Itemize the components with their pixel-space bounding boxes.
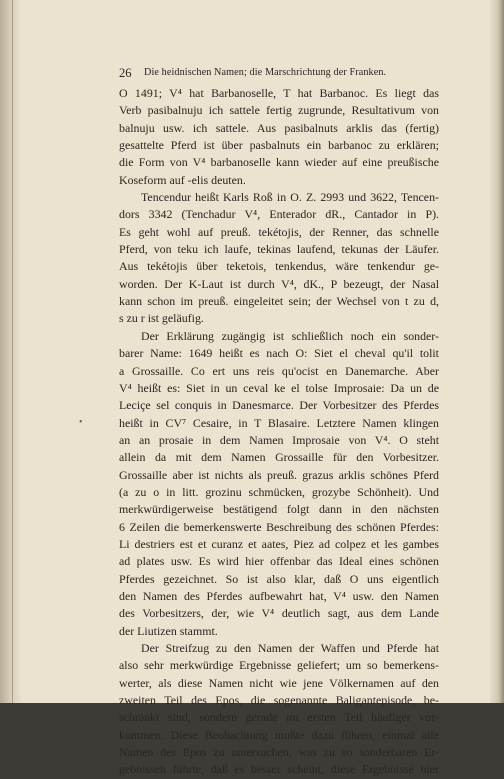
page-gutter [0, 0, 22, 703]
text-line: kann schon im preuß. eingeleitet sein; der Wechsel von t zu d, [119, 294, 439, 309]
text-line: dors 3342 (Tenchadur V⁴, Enterador dR., Cantador in P). [119, 207, 439, 222]
text-line: Aus tekétojis über teketois, tenkendus, wäre tenkendur ge- [119, 259, 439, 274]
text-line: balnuju usw. ich sattele. Aus pasibalnuts arklis das (fertig) [119, 120, 439, 135]
page-number: 26 [119, 66, 132, 80]
text-line: a Grossaille. Co ert uns reis qu'ocist en Danemarche. Aber [119, 363, 439, 378]
text-line: O 1491; V⁴ hat Barbanoselle, T hat Barbanoc. Es liegt das [119, 86, 439, 100]
text-line: Verb pasibalnuju ich sattele fertig zugrunde, Resultativum von [119, 103, 439, 118]
text-line: Tencendur heißt Karls Roß in O. Z. 2993 und 3622, Tencen- [141, 190, 439, 205]
text-line: V⁴ heißt es: Siet in un ceval ke el tolse Improsaie: Da un de [119, 380, 439, 395]
text-line: Pferdes gezeichnet. So ist also klar, daß O uns eigentlich [119, 571, 439, 586]
text-line: gesattelte Pferd ist über pasbalnuts ein barbanoc zu erklären; [119, 138, 439, 153]
text-line: Leciçe sel conquis in Danesmarce. Der Vorbesitzer des Pferdes [119, 398, 439, 413]
gutter-line [12, 0, 13, 703]
text-line: Grossaille aber ist nichts als preuß. grazus arklis schönes Pferd [119, 467, 439, 482]
text-line: des Vorbesitzers, der, wie V⁴ deutlich sagt, aus dem Lande [119, 606, 439, 621]
text-line: (a zu o in litt. grozinu schmücken, grozybe Schönheit). Und [119, 484, 439, 499]
text-line: den Namen des Pferdes aufbewahrt hat, V⁴ usw. den Namen [119, 588, 439, 603]
text-line: also sehr merkwürdige Ergebnisse geliefert; um so bemerkens- [119, 658, 439, 673]
text-line: Es geht wohl auf preuß. tekétojis, der Renner, das schnelle [119, 224, 439, 239]
text-line: Pferd, von teku ich laufe, tekinas laufend, tekunas der Läufer. [119, 242, 439, 257]
text-line: zweiten Teil des Epos, die sogenannte Baligantepisode, be- [119, 693, 439, 708]
page-header [119, 66, 449, 80]
text-line: merkwürdigerweise bestätigend folgt dann in den nächsten [119, 502, 439, 517]
text-line: Namen des Epos zu untersuchen, was zu so sonderbaren Er- [119, 745, 439, 760]
text-line: die Form von V⁴ barbanoselle kann wieder auf eine preußische [119, 155, 439, 170]
text-line: gebnissen führte, daß es besser scheint, diese Ergebnisse hier [119, 762, 439, 777]
text-line: Li destriers est et curanz et aates, Piez ad colpez et les gambes [119, 536, 439, 551]
text-line: Koseform auf -elis deuten. [119, 172, 246, 187]
text-line: werter, als diese Namen nicht wie jene Völkernamen auf den [119, 675, 439, 690]
margin-mark: • [79, 417, 83, 428]
text-line: an an prosaie in dem Namen Improsaie von V⁴. O steht [119, 432, 439, 447]
running-head: Die heidnischen Namen; die Marschrichtung der Franken. [144, 67, 387, 78]
text-line: Der Streifzug zu den Namen der Waffen und Pferde hat [141, 641, 439, 655]
text-line: kommen. Diese Beobachtung mußte dazu führen, einmal alle [119, 727, 439, 742]
text-line: schränkt sind, sondern gerade im ersten Teil häufiger vor- [119, 710, 439, 725]
text-line: barer Name: 1649 heißt es nach O: Siet el cheval qu'il tolit [119, 346, 439, 361]
text-line: worden. Der K-Laut ist durch V⁴, dK., P bezeugt, der Nasal [119, 276, 439, 291]
text-line: heißt in CV⁷ Cesaire, in T Blasaire. Letztere Namen klingen [119, 415, 439, 430]
text-line: ad plates usw. Es wird hier offenbar das Ideal eines schönen [119, 554, 439, 569]
body-text [119, 85, 439, 779]
text-line: s zu r ist geläufig. [119, 311, 204, 326]
text-line: allein da mit dem Namen Grossaille für den Vorbesitzer. [119, 450, 439, 465]
text-line: Der Erklärung zugängig ist schließlich noch ein sonder- [141, 328, 439, 343]
text-line: 6 Zeilen die bemerkenswerte Beschreibung des schönen Pferdes: [119, 519, 439, 534]
page-edge [490, 0, 504, 703]
text-line: der Liutizen stammt. [119, 623, 218, 638]
